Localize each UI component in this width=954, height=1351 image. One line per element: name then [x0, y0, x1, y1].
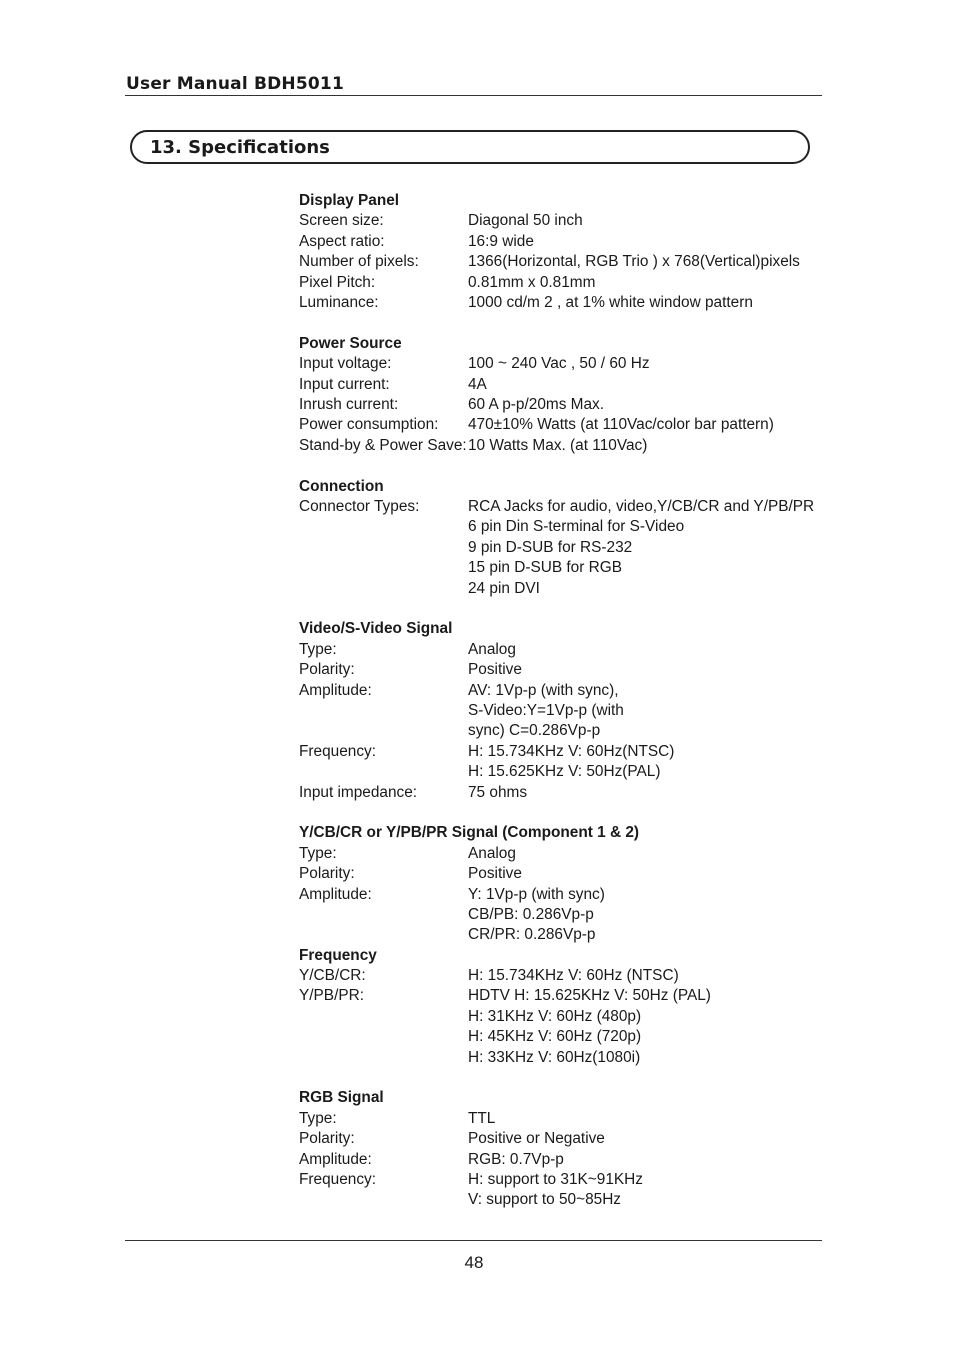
spec-value-line: 24 pin DVI	[468, 579, 540, 597]
spec-row	[299, 1109, 829, 1129]
spec-group	[299, 823, 829, 945]
spec-value-line: Analog	[468, 844, 516, 862]
spec-value-line: HDTV H: 15.625KHz V: 50Hz (PAL)	[468, 987, 711, 1005]
spec-group-title: Y/CB/CR or Y/PB/PR Signal (Component 1 & 2)	[299, 824, 640, 842]
spec-row	[299, 211, 829, 231]
spec-row	[299, 436, 829, 456]
spec-label: Screen size:	[299, 212, 384, 230]
spec-group	[299, 946, 829, 1068]
spec-value-line: S-Video:Y=1Vp-p (with	[468, 701, 624, 719]
spec-value	[468, 395, 604, 415]
spec-label: Input impedance:	[299, 783, 418, 801]
spec-row	[299, 783, 829, 803]
spec-value	[468, 1170, 643, 1211]
spec-row	[299, 986, 829, 1068]
spec-value-line: H: 15.734KHz V: 60Hz(NTSC)	[468, 742, 675, 760]
spec-value	[468, 1129, 605, 1149]
spec-value	[468, 844, 516, 864]
spec-value-line: Positive	[468, 661, 522, 679]
spec-value	[468, 252, 800, 272]
spec-group	[299, 619, 829, 803]
spec-label: Y/CB/CR:	[299, 967, 366, 985]
spec-label: Input voltage:	[299, 355, 392, 373]
footer-divider	[125, 1240, 822, 1241]
spec-value	[468, 1150, 564, 1170]
spec-row	[299, 293, 829, 313]
spec-label: Frequency:	[299, 1171, 376, 1189]
spec-value-line: H: 33KHz V: 60Hz(1080i)	[468, 1048, 641, 1066]
spec-row	[299, 395, 829, 415]
spec-label: Type:	[299, 844, 337, 862]
spec-row	[299, 742, 829, 783]
spec-value-line: 6 pin Din S-terminal for S-Video	[468, 518, 685, 536]
spec-value-line: H: 31KHz V: 60Hz (480p)	[468, 1007, 642, 1025]
spec-label: Pixel Pitch:	[299, 273, 376, 291]
spec-label: Inrush current:	[299, 396, 399, 414]
spec-value-line: CB/PB: 0.286Vp-p	[468, 905, 594, 923]
spec-label: Luminance:	[299, 294, 379, 312]
spec-value	[468, 293, 753, 313]
spec-value-line: Positive	[468, 865, 522, 883]
spec-value-line: 15 pin D-SUB for RGB	[468, 559, 622, 577]
spec-group-title: Display Panel	[299, 192, 400, 209]
spec-group	[299, 334, 829, 456]
spec-label: Polarity:	[299, 1130, 355, 1148]
spec-value-line: Diagonal 50 inch	[468, 212, 583, 230]
spec-value	[468, 966, 679, 986]
spec-label: Power consumption:	[299, 416, 439, 434]
spec-value-line: AV: 1Vp-p (with sync),	[468, 681, 619, 699]
spec-value	[468, 1109, 495, 1129]
page-header	[125, 74, 822, 96]
spec-value-line: 100 ~ 240 Vac , 50 / 60 Hz	[468, 355, 650, 373]
spec-label: Connector Types:	[299, 498, 420, 516]
spec-value-line: Analog	[468, 640, 516, 658]
spec-group-title: RGB Signal	[299, 1089, 384, 1107]
spec-value-line: RGB: 0.7Vp-p	[468, 1150, 564, 1168]
section-heading	[130, 130, 810, 164]
manual-title: User Manual BDH5011	[126, 74, 344, 94]
spec-value-line: sync) C=0.286Vp-p	[468, 722, 601, 740]
spec-row	[299, 640, 829, 660]
spec-value	[468, 375, 487, 395]
spec-value	[468, 497, 814, 599]
spec-row	[299, 885, 829, 946]
spec-value-line: 4A	[468, 375, 487, 393]
spec-label: Input current:	[299, 375, 390, 393]
spec-value	[468, 273, 595, 293]
spec-label: Type:	[299, 640, 337, 658]
spec-value-line: 470±10% Watts (at 110Vac/color bar pattern)	[468, 416, 774, 434]
spec-label: Aspect ratio:	[299, 232, 385, 250]
spec-row	[299, 864, 829, 884]
spec-value	[468, 864, 522, 884]
spec-value-line: 16:9 wide	[468, 232, 534, 250]
spec-label: Amplitude:	[299, 885, 372, 903]
spec-group	[299, 477, 829, 599]
spec-value-line: TTL	[468, 1109, 496, 1127]
spec-value	[468, 885, 605, 946]
spec-label: Polarity:	[299, 865, 355, 883]
spec-value-line: 10 Watts Max. (at 110Vac)	[468, 436, 648, 454]
spec-row	[299, 1129, 829, 1149]
spec-value	[468, 986, 711, 1068]
spec-group-title: Power Source	[299, 334, 402, 352]
spec-row	[299, 273, 829, 293]
spec-value	[468, 211, 583, 231]
spec-value-line: 60 A p-p/20ms Max.	[468, 396, 605, 414]
spec-value	[468, 232, 534, 252]
spec-row	[299, 497, 829, 599]
spec-value-line: 9 pin D-SUB for RS-232	[468, 538, 633, 556]
specifications-list	[299, 191, 829, 1231]
spec-value	[468, 415, 774, 435]
spec-group-title: Connection	[299, 477, 384, 495]
spec-label: Stand-by & Power Save:	[299, 436, 467, 454]
spec-value	[468, 681, 624, 742]
spec-row	[299, 415, 829, 435]
spec-group-title: Video/S-Video Signal	[299, 620, 453, 638]
spec-value-line: H: 15.734KHz V: 60Hz (NTSC)	[468, 967, 679, 985]
spec-value-line: V: support to 50~85Hz	[468, 1191, 622, 1209]
spec-value-line: 0.81mm x 0.81mm	[468, 273, 596, 291]
spec-row	[299, 844, 829, 864]
spec-row	[299, 660, 829, 680]
spec-row	[299, 252, 829, 272]
spec-row	[299, 966, 829, 986]
spec-value	[468, 660, 522, 680]
spec-label: Type:	[299, 1109, 337, 1127]
spec-label: Number of pixels:	[299, 253, 419, 271]
spec-value-line: 1000 cd/m 2 , at 1% white window pattern	[468, 294, 753, 312]
spec-label: Polarity:	[299, 661, 355, 679]
spec-group	[299, 1088, 829, 1210]
spec-value-line: Y: 1Vp-p (with sync)	[468, 885, 605, 903]
spec-value-line: H: 15.625KHz V: 50Hz(PAL)	[468, 763, 661, 781]
page-number: 48	[464, 1253, 484, 1272]
spec-label: Y/PB/PR:	[299, 987, 365, 1005]
spec-row	[299, 354, 829, 374]
spec-label: Frequency:	[299, 742, 376, 760]
spec-value-line: 1366(Horizontal, RGB Trio ) x 768(Vertical)pixels	[468, 253, 800, 271]
spec-value	[468, 783, 527, 803]
spec-row	[299, 681, 829, 742]
spec-value	[468, 640, 516, 660]
spec-group	[299, 191, 829, 313]
spec-value-line: H: support to 31K~91KHz	[468, 1171, 643, 1189]
spec-row	[299, 232, 829, 252]
spec-label: Amplitude:	[299, 1150, 372, 1168]
spec-label: Amplitude:	[299, 681, 372, 699]
spec-value-line: Positive or Negative	[468, 1130, 605, 1148]
spec-group-title: Frequency	[299, 946, 377, 964]
spec-value	[468, 354, 650, 374]
spec-value	[468, 436, 647, 456]
spec-row	[299, 1150, 829, 1170]
spec-row	[299, 375, 829, 395]
section-title: 13. Specifications	[150, 137, 330, 158]
spec-value-line: H: 45KHz V: 60Hz (720p)	[468, 1028, 642, 1046]
spec-row	[299, 1170, 829, 1211]
spec-value-line: RCA Jacks for audio, video,Y/CB/CR and Y/PB/PR	[468, 498, 815, 516]
spec-value-line: CR/PR: 0.286Vp-p	[468, 926, 596, 944]
spec-value-line: 75 ohms	[468, 783, 528, 801]
spec-value	[468, 742, 674, 783]
